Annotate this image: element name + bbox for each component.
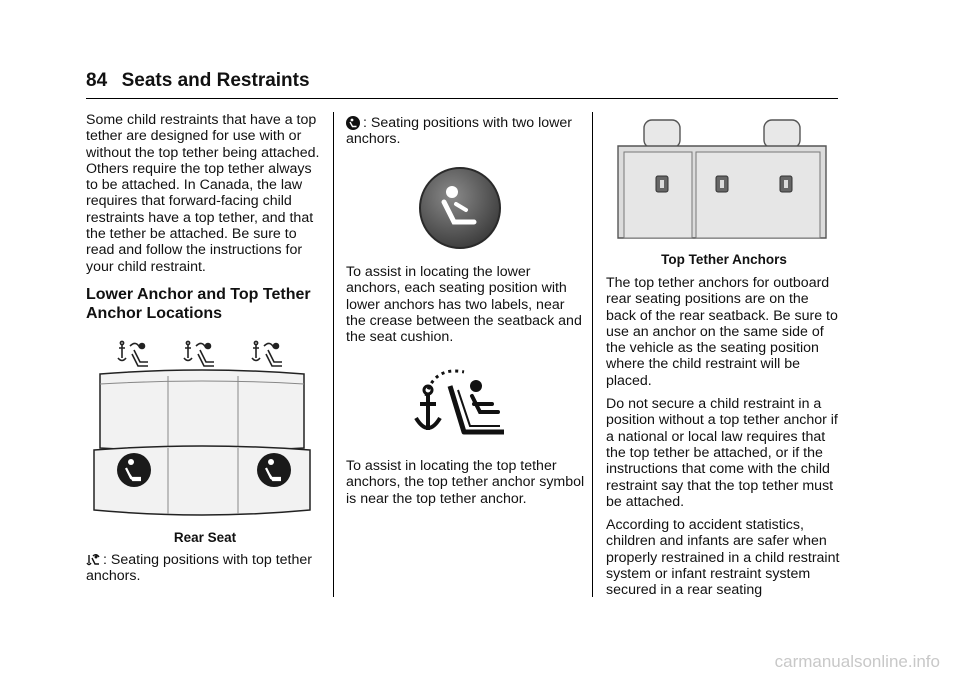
outboard-paragraph: The top tether anchors for outboard rear seating positions are on the back of the rear seatback. Be sure to use an anchor on the same side of the vehicle as the seating position where the child restraint will be placed. <box>606 275 838 389</box>
watermark: carmanualsonline.info <box>774 652 940 671</box>
intro-paragraph: Some child restraints that have a top tether are designed for use with or without the top tether being attached. Others require the top tether always to be attached. In Canada, the law requires that forward-facing child restraints have a top tether, and that the tether be attached. Be sure to read and follow the instructions for your child restraint. <box>86 112 320 275</box>
column-divider-1 <box>333 112 334 597</box>
statistics-paragraph: According to accident statistics, children and infants are safer when properly restrained in a child restraint system or infant restraint system secured in a rear seating <box>606 517 840 599</box>
lower-anchor-symbol-figure <box>418 166 502 250</box>
tether-anchor-icon <box>252 341 282 366</box>
section-title: Seats and Restraints <box>121 70 310 91</box>
top-tether-caption: Top Tether Anchors <box>661 252 787 267</box>
section-heading: Lower Anchor and Top Tether Anchor Locations <box>86 285 311 322</box>
tether-legend-text: : Seating positions with top tether anchors. <box>86 552 312 585</box>
page-header <box>86 70 838 92</box>
tether-legend <box>86 552 324 585</box>
tether-anchor-icon <box>86 553 100 567</box>
tether-anchor-icon <box>118 341 148 366</box>
lower-anchor-icon <box>257 453 291 487</box>
rear-seat-figure <box>92 336 312 526</box>
tether-symbol-figure <box>414 366 514 442</box>
column-3 <box>606 275 842 606</box>
lower-anchor-icon <box>117 453 151 487</box>
column-1 <box>86 112 324 323</box>
header-rule <box>86 98 838 99</box>
lower-anchor-legend <box>346 115 586 148</box>
rear-seat-caption: Rear Seat <box>173 530 237 545</box>
lower-anchor-paragraph: To assist in locating the lower anchors, each seating position with lower anchors has two labels, near the crease between the seatback and the seat cushion. <box>346 264 582 346</box>
top-tether-anchors-figure <box>616 116 828 244</box>
lower-anchor-icon <box>346 116 360 130</box>
lower-anchor-legend-text: : Seating positions with two lower anchors. <box>346 115 572 148</box>
tether-anchor-icon <box>184 341 214 366</box>
page-number: 84 <box>86 70 108 91</box>
law-paragraph: Do not secure a child restraint in a position without a top tether anchor if a national or local law requires that the top tether be attached, or if the instructions that come with the child restraint say that the top tether must be attached. <box>606 396 838 510</box>
tether-paragraph: To assist in locating the top tether anchors, the top tether anchor symbol is near the top tether anchor. <box>346 458 585 507</box>
column-divider-2 <box>592 112 593 597</box>
